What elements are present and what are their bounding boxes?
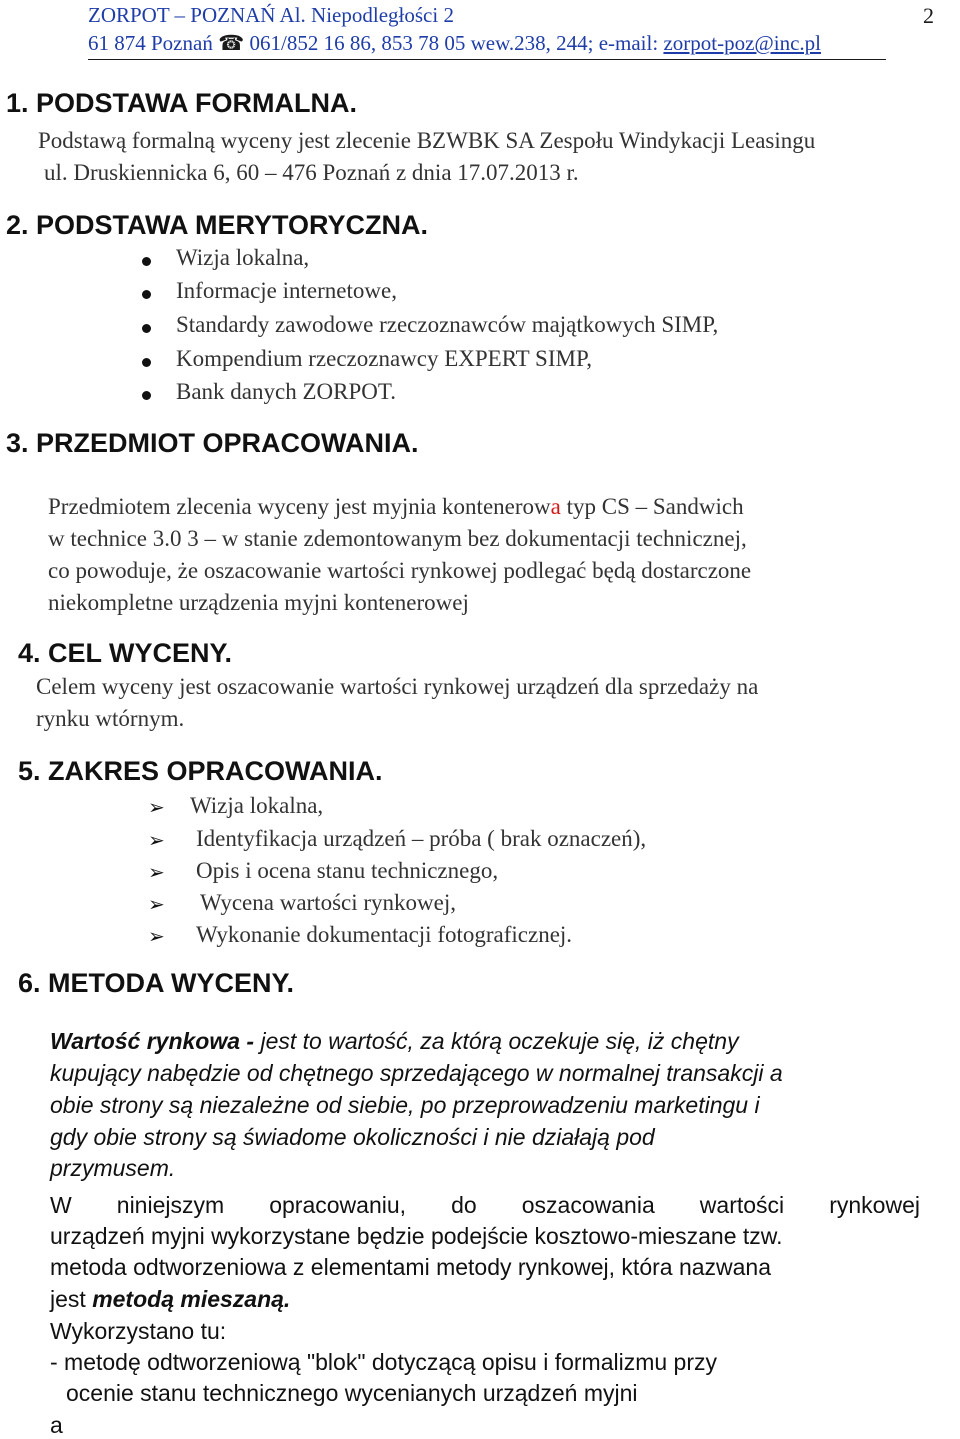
text-run: typ CS – Sandwich [560,494,744,519]
section-6-heading: 6. METODA WYCENY. [18,968,295,998]
list-item: Wizja lokalna, [176,245,310,270]
section-4-line-2: rynku wtórnym. [36,706,185,731]
section-1-heading: 1. PODSTAWA FORMALNA. [6,88,357,118]
section-5-heading: 5. ZAKRES OPRACOWANIA. [18,756,383,786]
arrow-bullet-icon: ➢ [148,924,165,948]
list-item: Wykonanie dokumentacji fotograficznej. [196,922,573,947]
header-contact-line [88,31,821,56]
section-3-line-1 [48,494,744,520]
definition-line-3: obie strony są niezależne od siebie, po przeprowadzeniu marketingu i [50,1092,760,1118]
text-run: W niniejszym opracowaniu, do oszacowania wartości rynkowej [50,1192,920,1218]
list-item: Opis i ocena stanu technicznego, [196,858,499,883]
highlighted-letter: a [550,494,561,519]
section-4-heading: 4. CEL WYCENY. [18,638,233,668]
header-email-link[interactable]: zorpot-poz@inc.pl [663,31,821,55]
bullet-dot-icon [142,391,151,400]
dash-item-line-2: ocenie stanu technicznego wycenianych urządzeń myjni [66,1380,638,1406]
arrow-bullet-icon: ➢ [148,828,165,852]
section-2-heading: 2. PODSTAWA MERYTORYCZNA. [6,210,429,240]
list-item: Wycena wartości rynkowej, [200,890,456,915]
section-4-line-1: Celem wyceny jest oszacowanie wartości rynkowej urządzeń dla sprzedaży na [36,674,759,699]
section-3-line-2: w technice 3.0 3 – w stanie zdemontowanym bez dokumentacji technicznej, [48,526,747,551]
paragraph-line-1 [50,1192,920,1219]
definition-line-5: przymusem. [50,1155,176,1181]
emphasized-term: metodą mieszaną. [92,1286,291,1312]
list-item: Wizja lokalna, [190,793,324,818]
definition-line-2: kupujący nabędzie od chętnego sprzedającego w normalnej transakcji a [50,1060,783,1086]
bullet-dot-icon [142,257,151,266]
list-item: Bank danych ZORPOT. [176,379,396,404]
paragraph-line-3: metoda odtworzeniowa z elementami metody rynkowej, która nazwana [50,1254,772,1280]
text-run: Przedmiotem zlecenia wyceny jest myjnia kontenerow [48,494,551,519]
definition-line-1 [50,1028,739,1055]
arrow-bullet-icon: ➢ [148,860,165,884]
arrow-bullet-icon: ➢ [148,892,165,916]
text-run: jest [50,1286,93,1312]
definition-line-4: gdy obie strony są świadome okoliczności i nie działają pod [50,1124,655,1150]
bullet-dot-icon [142,290,151,299]
trailing-text: a [50,1412,63,1438]
section-1-line-2: ul. Druskiennicka 6, 60 – 476 Poznań z dnia 17.07.2013 r. [44,160,579,185]
paragraph-used-here: Wykorzystano tu: [50,1318,227,1344]
list-item: Informacje internetowe, [176,278,397,303]
page-number: 2 [923,3,934,28]
section-3-heading: 3. PRZEDMIOT OPRACOWANIA. [6,428,419,458]
list-item: Kompendium rzeczoznawcy EXPERT SIMP, [176,346,592,371]
arrow-bullet-icon: ➢ [148,795,165,819]
header-address: 61 874 Poznań [88,31,219,55]
section-3-line-4: niekompletne urządzenia myjni kontenerowej [48,590,469,615]
section-3-line-3: co powoduje, że oszacowanie wartości rynkowej podlegać będą dostarczone [48,558,752,583]
paragraph-line-2: urządzeń myjni wykorzystane będzie podejście kosztowo-mieszane tzw. [50,1223,783,1249]
header-company-line: ZORPOT – POZNAŃ Al. Niepodległości 2 [88,3,454,27]
list-item: Standardy zawodowe rzeczoznawców majątkowych SIMP, [176,312,719,337]
section-1-line-1: Podstawą formalną wyceny jest zlecenie BZWBK SA Zespołu Windykacji Leasingu [38,128,816,153]
telephone-icon: ☎ [218,31,245,55]
text-run: jest to wartość, za którą oczekuje się, iż chętny [254,1028,739,1054]
paragraph-line-4 [50,1286,290,1313]
bullet-dot-icon [142,358,151,367]
dash-item-line-1: - metodę odtworzeniową "blok" dotyczącą opisu i formalizmu przy [50,1349,717,1375]
definition-term: Wartość rynkowa - [50,1028,255,1054]
list-item: Identyfikacja urządzeń – próba ( brak oznaczeń), [196,826,647,851]
bullet-dot-icon [142,324,151,333]
header-divider [88,59,886,60]
header-phone: 061/852 16 86, 853 78 05 wew.238, 244; e-mail: [244,31,664,55]
